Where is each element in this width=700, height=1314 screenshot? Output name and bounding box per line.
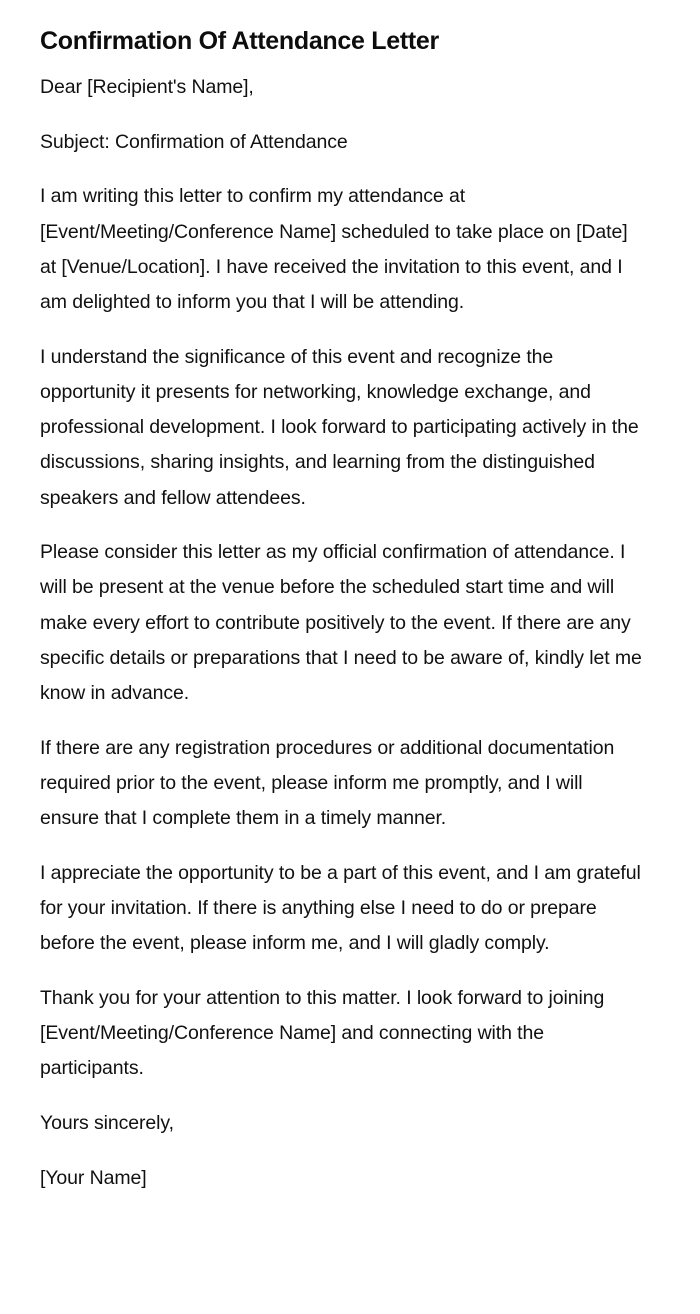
- letter-closing: Yours sincerely,: [40, 1112, 174, 1135]
- letter-paragraph-5: I appreciate the opportunity to be a part of this event, and I am grateful for your invitation. If there is anything else I need to do or prepare before the event, please inform me, and I will gladly comply.: [40, 861, 641, 955]
- letter-paragraph-1: I am writing this letter to confirm my attendance at [Event/Meeting/Conference Name] scheduled to take place on [Date] at [Venue/Location]. I have received the invitation to this event, and I am delighted to inform you that I will be attending.: [40, 185, 628, 314]
- letter-paragraph-4: If there are any registration procedures or additional documentation required prior to the event, please inform me promptly, and I will ensure that I complete them in a timely manner.: [40, 736, 615, 830]
- letter-title: Confirmation Of Attendance Letter: [40, 27, 439, 55]
- letter-signature: [Your Name]: [40, 1166, 147, 1189]
- letter-paragraph-2: I understand the significance of this event and recognize the opportunity it presents for networking, knowledge exchange, and professional development. I look forward to participating actively in the discussions, sharing insights, and learning from the distinguished speakers and fellow attendees.: [40, 345, 639, 509]
- letter-subject: Subject: Confirmation of Attendance: [40, 130, 348, 153]
- letter-paragraph-3: Please consider this letter as my official confirmation of attendance. I will be present at the venue before the scheduled start time and will make every effort to contribute positively to the event. If there are any specific details or preparations that I need to be aware of, kindly let me know in advance.: [40, 541, 642, 705]
- letter-salutation: Dear [Recipient's Name],: [40, 76, 254, 98]
- letter-document: [40, 0, 644, 1196]
- letter-paragraph-6: Thank you for your attention to this matter. I look forward to joining [Event/Meeting/Conference Name] and connecting with the participants.: [40, 986, 605, 1080]
